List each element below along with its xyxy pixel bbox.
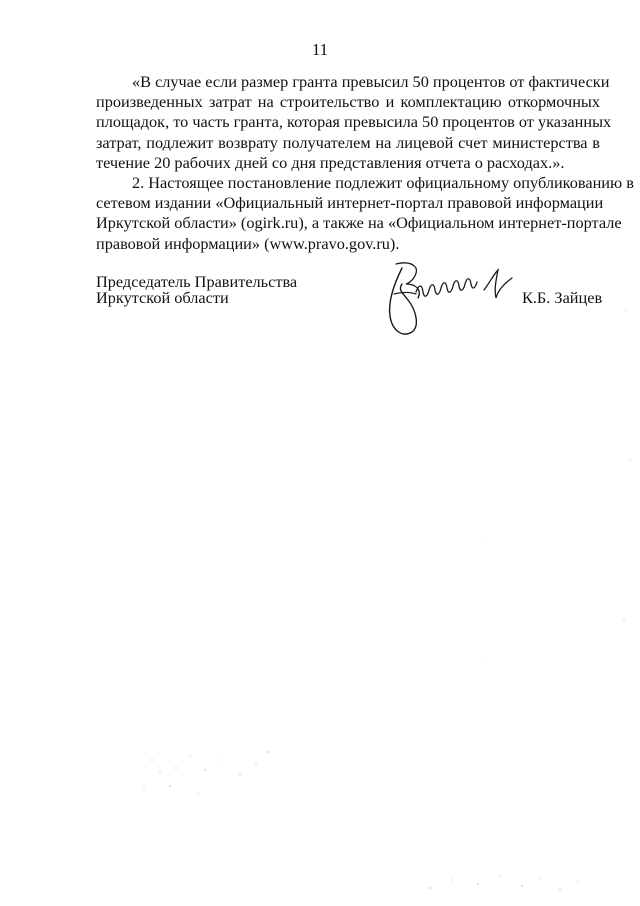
signatory-title xyxy=(96,274,297,306)
page-number: 11 xyxy=(311,40,329,59)
text-line: сетевом издании «Официальный интернет-портал правовой информации xyxy=(96,193,604,213)
text-line: течение 20 рабочих дней со дня представления отчета о расходах.». xyxy=(96,152,565,172)
text-line: затрат, подлежит возврату получателем на лицевой счет министерства в xyxy=(96,132,600,152)
text-line: Иркутской области» (ogirk.ru), а также на «Официальном интернет-портале xyxy=(96,213,622,233)
paragraph-grant-refund xyxy=(96,72,612,173)
text-line: произведенных затрат на строительство и комплектацию откормочных xyxy=(96,92,600,112)
text-line: 2. Настоящее постановление подлежит официальному опубликованию в xyxy=(132,173,634,193)
text-line: «В случае если размер гранта превысил 50 процентов от фактически xyxy=(132,72,610,91)
document-body xyxy=(96,72,634,254)
signatory-name: К.Б. Зайцев xyxy=(522,288,603,307)
handwritten-signature xyxy=(372,254,522,344)
text-line: площадок, то часть гранта, которая превысила 50 процентов от указанных xyxy=(96,112,612,132)
text-line: правовой информации» (www.pravo.gov.ru). xyxy=(96,233,400,253)
signatory-title-line: Председатель Правительства xyxy=(96,272,298,291)
signatory-title-line: Иркутской области xyxy=(96,288,229,307)
paragraph-publication xyxy=(96,173,634,254)
